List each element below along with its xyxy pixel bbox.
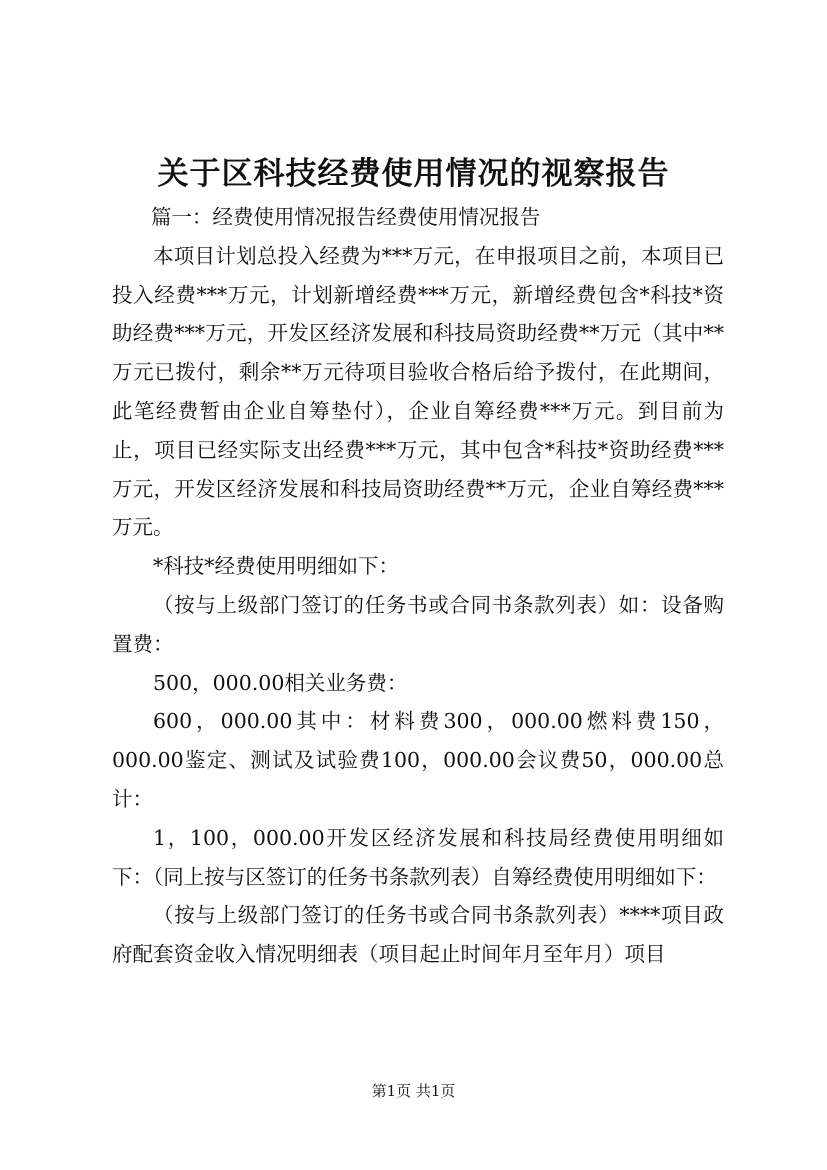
document-title: 关于区科技经费使用情况的视察报告 (157, 156, 670, 192)
paragraph-detail-heading: *科技*经费使用明细如下： (153, 554, 399, 579)
paragraph-business-fee: 500，000.00相关业务费： (153, 670, 408, 695)
section-heading: 篇一：经费使用情况报告经费使用情况报告 (150, 205, 541, 229)
paragraph-equipment: （按与上级部门签订的任务书或合同书条款列表）如：设备购置费： (112, 592, 724, 656)
paragraph-cost-breakdown: 600，000.00其中：材料费300，000.00燃料费150，000.00鉴定、测试及试验费100，000.00会议费50，000.00总计： (112, 709, 724, 811)
paragraph-matching-funds: （按与上级部门签订的任务书或合同书条款列表）****项目政府配套资金收入情况明细表（项目起止时间年月至年月）项目 (112, 903, 724, 967)
paragraph-funding-overview: 本项目计划总投入经费为***万元，在申报项目之前，本项目已投入经费***万元，计划新增经费***万元，新增经费包含*科技*资助经费***万元，开发区经济发展和科技局资助经费**万元（其中**万元已拨付，剩余**万元待项目验收合格后给予拨付，在此期间，此笔经费暂由企业自筹垫付），企业自筹经费***万元。到目前为止，项目已经实际支出经费***万元，其中包含*科技*资助经费***万元，开发区经济发展和科技局资助经费**万元，企业自筹经费***万元。 (112, 243, 724, 540)
page-number: 第1页 共1页 (371, 1082, 456, 1100)
paragraph-zone-detail: 1，100，000.00开发区经济发展和科技局经费使用明细如下：（同上按与区签订的任务书条款列表）自筹经费使用明细如下： (112, 825, 724, 889)
document-body (112, 198, 724, 974)
